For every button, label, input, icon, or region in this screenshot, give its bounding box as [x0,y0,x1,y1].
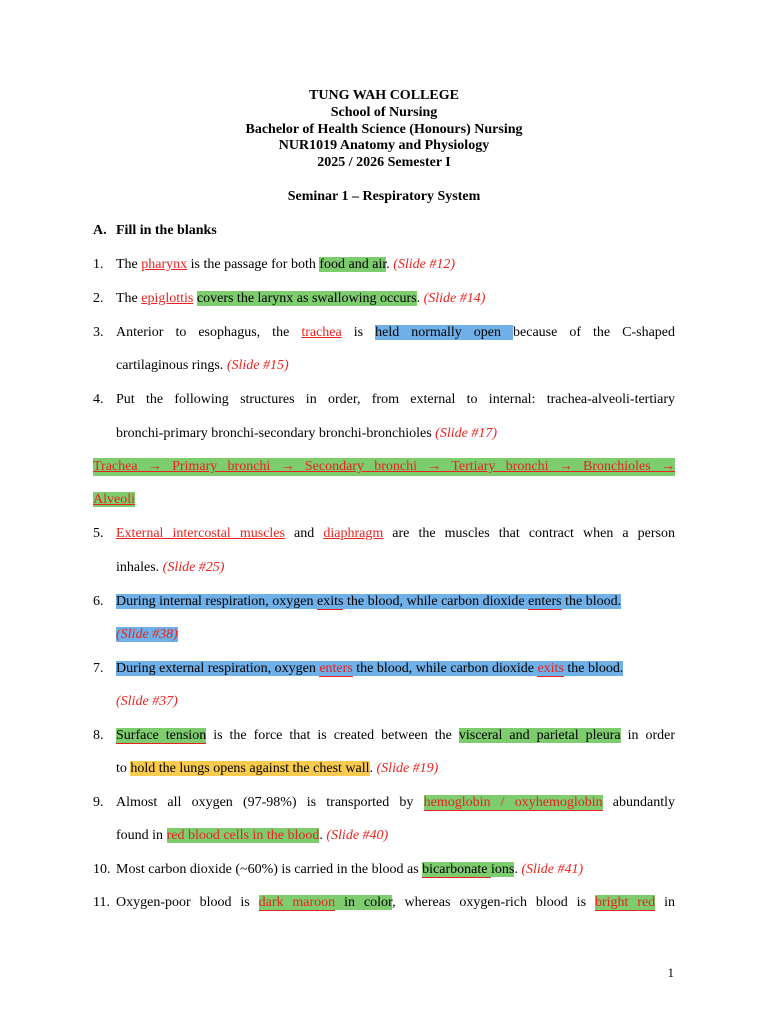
q3-slide-ref: (Slide #15) [226,358,289,373]
q9-slide-ref: (Slide #40) [326,828,389,843]
q2-number: 2. [93,291,104,306]
programme-name: Bachelor of Health Science (Honours) Nursing [245,121,523,137]
q2-t1: The [116,291,142,306]
q11-t2: , whereas oxygen-rich blood is [392,895,595,910]
q1-answer-2: food and air [319,257,387,272]
q11-number: 11. [93,895,110,910]
college-name: TUNG WAH COLLEGE [309,88,459,103]
q7-t2: the blood, while carbon dioxide [352,661,538,676]
q8-t1: is the force that is created between the [206,728,459,743]
q7-answer-1: enters [319,661,353,676]
q1-t1: The [116,257,142,272]
q6-text-line2 [116,626,178,644]
q8-answer-1: Surface tension [116,728,207,743]
q1-t2: is the passage for both [187,257,320,272]
q10-number: 10. [93,862,111,877]
q11-answer-2: in color [335,895,393,910]
semester: 2025 / 2026 Semester I [317,155,451,171]
q5-line2: inhales. [116,560,163,575]
q5-t2: are the muscles that contract when a person [383,526,675,541]
q1-t3: . [386,257,394,272]
q3-answer-2: held normally open [375,325,514,340]
q11-t1: Oxygen-poor blood is [116,895,259,910]
q5-text-line2 [116,559,224,577]
q6-answer-2: enters [528,594,562,609]
q1-number: 1. [93,257,104,272]
q5-number: 5. [93,526,104,541]
q4-text-line2 [116,425,497,443]
course-name: NUR1019 Anatomy and Physiology [278,138,490,154]
q3-text-line2 [116,357,289,375]
q10-answer-2: ions [490,862,515,877]
q9-t1: Almost all oxygen (97-98%) is transported by [116,795,424,810]
q8-number: 8. [93,728,104,743]
q7-number: 7. [93,661,104,676]
q8-answer-2: visceral and parietal pleura [458,728,621,743]
q10-t2: . [514,862,522,877]
q11-text-line1 [116,894,675,912]
section-title: Fill in the blanks [116,223,217,238]
q4-text-line1: Put the following structures in order, from external to internal: trachea-alveoli-tertiary [116,392,675,407]
q8-t4: . [369,761,377,776]
q2-t3: . [416,291,424,306]
section-letter: A. [93,223,107,238]
q6-text-line1 [116,593,621,611]
q6-t2: the blood, while carbon dioxide [343,594,529,609]
q8-text-line1 [116,727,675,745]
seminar-title: Seminar 1 – Respiratory System [287,189,481,204]
q5-answer-1: External intercostal muscles [116,526,285,541]
page-number: 1 [667,965,674,980]
q11-answer-1: dark maroon [258,895,336,910]
q3-number: 3. [93,325,104,340]
q1-text [116,256,455,274]
q5-text-line1 [116,525,675,543]
q3-line2: cartilaginous rings. [116,358,227,373]
q11-answer-3: bright red [594,895,656,910]
q6-answer-1: exits [317,594,344,609]
q7-answer-2: exits [537,661,564,676]
q3-text-line1 [116,324,675,342]
q1-answer-1: pharynx [141,257,188,272]
q4-line2: bronchi-primary bronchi-secondary bronchi-bronchioles [116,426,436,441]
q3-t2: is [341,325,376,340]
section-heading [93,223,217,239]
q11-t3: in [655,895,675,910]
q9-answer-2: red blood cells in the blood [166,828,320,843]
q7-text-line2 [116,693,178,711]
q5-t1: and [284,526,324,541]
q8-answer-3: hold the lungs opens against the chest wall [130,761,370,776]
q4-number: 4. [93,392,104,407]
q4-answer-alveoli: Alveoli [93,492,135,507]
q5-slide-ref: (Slide #25) [162,560,225,575]
q9-text-line1 [116,794,675,812]
q7-slide-ref: (Slide #37) [116,694,178,709]
q8-text-line2 [116,760,438,778]
q9-text-line2 [116,827,388,845]
school-name: School of Nursing [330,104,438,120]
q6-t3: the blood. [561,594,622,609]
q4-answer-line2 [93,491,135,509]
q9-t2: abundantly [602,795,675,810]
q9-t3: found in [116,828,167,843]
q3-t1: Anterior to esophagus, the [116,325,302,340]
q1-slide-ref: (Slide #12) [393,257,456,272]
q7-t1: During external respiration, oxygen [116,661,320,676]
q9-number: 9. [93,795,104,810]
q8-t2: in order [620,728,676,743]
q2-text [116,290,485,308]
q3-t3: because of the C-shaped [513,325,676,340]
q5-answer-2: diaphragm [323,526,384,541]
q10-slide-ref: (Slide #41) [521,862,584,877]
q2-answer-2: covers the larynx as swallowing occurs [196,291,417,306]
q6-number: 6. [93,594,104,609]
q7-text-line1 [116,660,623,678]
q4-answer-line1: Trachea → Primary bronchi → Secondary bronchi → Tertiary bronchi → Bronchioles → [93,459,675,474]
q4-slide-ref: (Slide #17) [435,426,497,441]
q6-slide-ref: (Slide #38) [116,627,178,642]
q10-t1: Most carbon dioxide (~60%) is carried in the blood as [116,862,423,877]
q6-t1: During internal respiration, oxygen [116,594,318,609]
q2-answer-1: epiglottis [141,291,194,306]
q10-text [116,861,583,879]
q3-answer-1: trachea [301,325,342,340]
q10-answer-1: bicarbonate [422,862,491,877]
q9-t4: . [319,828,327,843]
q2-slide-ref: (Slide #14) [423,291,486,306]
q8-slide-ref: (Slide #19) [376,761,439,776]
q8-t3: to [116,761,131,776]
q7-t3: the blood. [563,661,624,676]
document-header [0,88,768,172]
q9-answer-1: hemoglobin / oxyhemoglobin [423,795,603,810]
